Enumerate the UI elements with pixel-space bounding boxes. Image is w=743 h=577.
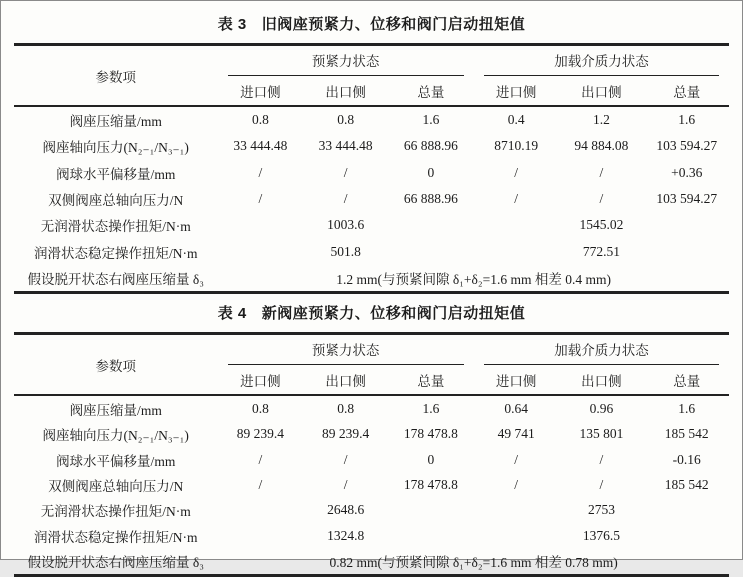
table-row	[14, 106, 730, 133]
table-row	[14, 523, 730, 548]
cell-value: 135 801	[579, 426, 624, 442]
table-row	[14, 498, 730, 523]
col-header-outlet-2: 出口侧	[559, 76, 644, 106]
cell-value-span: 1003.6	[327, 217, 365, 233]
cell-value: 0	[427, 164, 435, 180]
cell-value: /	[514, 164, 519, 180]
row-label: 双侧阀座总轴向压力/N	[48, 478, 184, 494]
col-header-outlet-1: 出口侧	[303, 365, 388, 395]
cell-value: 103 594.27	[656, 138, 718, 154]
cell-value: 185 542	[664, 426, 709, 442]
table-row	[14, 160, 730, 186]
col-header-inlet-1: 进口侧	[218, 76, 303, 106]
cell-value: /	[258, 164, 263, 180]
row-label: 阀座轴向压力(N₂₋₁/N₃₋₁)	[42, 428, 189, 444]
row-label: 阀座压缩量/mm	[69, 114, 162, 130]
col-header-total-2: 总量	[644, 76, 729, 106]
cell-value: /	[514, 476, 519, 492]
cell-value: 1.6	[422, 400, 440, 416]
row-label: 无润滑状态操作扭矩/N·m	[40, 504, 191, 520]
param-header: 参数项	[14, 334, 218, 396]
cell-value: 49 741	[497, 426, 535, 442]
col-header-outlet-2: 出口侧	[559, 365, 644, 395]
cell-value: 94 884.08	[574, 138, 629, 154]
table-row	[14, 447, 730, 472]
cell-value: /	[343, 164, 348, 180]
table4-caption: 新阀座预紧力、位移和阀门启动扭矩值	[261, 305, 526, 323]
table3-number: 表 3	[217, 16, 247, 33]
cell-value: /	[258, 476, 263, 492]
row-label: 假设脱开状态右阀座压缩量 δ₃	[27, 555, 204, 571]
row-label: 阀座轴向压力(N₂₋₁/N₃₋₁)	[42, 140, 189, 156]
cell-value: 178 478.8	[403, 476, 458, 492]
col-header-total-1: 总量	[388, 76, 473, 106]
cell-value: /	[343, 451, 348, 467]
cell-value: /	[514, 191, 519, 207]
cell-value: /	[599, 164, 604, 180]
row-label: 阀座压缩量/mm	[69, 402, 162, 418]
table3-group-header-row	[14, 45, 730, 77]
medium-force-group-header: 加载介质力状态	[474, 334, 730, 366]
cell-value: +0.36	[671, 164, 703, 180]
table4-title	[10, 294, 733, 332]
table-row	[14, 395, 730, 421]
cell-value: 0.4	[507, 112, 525, 128]
cell-value: /	[599, 191, 604, 207]
cell-value: 103 594.27	[656, 191, 718, 207]
table4-number: 表 4	[217, 305, 247, 323]
col-header-inlet-2: 进口侧	[474, 365, 559, 395]
col-header-total-1: 总量	[388, 365, 473, 395]
cell-value: 1.6	[678, 112, 696, 128]
preload-group-header: 预紧力状态	[218, 45, 474, 77]
cell-value: 0.8	[251, 112, 269, 128]
col-header-outlet-1: 出口侧	[303, 76, 388, 106]
cell-value: /	[343, 191, 348, 207]
col-header-inlet-1: 进口侧	[218, 365, 303, 395]
row-label: 假设脱开状态右阀座压缩量 δ₃	[27, 271, 204, 287]
cell-value: 0.8	[337, 112, 355, 128]
table-row	[14, 186, 730, 212]
cell-value: /	[599, 451, 604, 467]
cell-value: 0	[427, 451, 435, 467]
cell-value: 0.96	[589, 400, 614, 416]
cell-value: /	[514, 451, 519, 467]
cell-value: 0.8	[337, 400, 355, 416]
cell-value: /	[258, 191, 263, 207]
cell-value: 1.2	[592, 112, 610, 128]
table-row	[14, 212, 730, 238]
cell-value: 8710.19	[494, 138, 539, 154]
cell-value: /	[343, 476, 348, 492]
table-row	[14, 238, 730, 264]
row-label: 润滑状态稳定操作扭矩/N·m	[33, 245, 198, 261]
cell-value-full: 1.2 mm(与预紧间隙 δ₁+δ₂=1.6 mm 相差 0.4 mm)	[336, 271, 611, 287]
cell-value: 0.8	[251, 400, 269, 416]
preload-group-header: 预紧力状态	[218, 334, 474, 366]
cell-value: 89 239.4	[322, 426, 370, 442]
table4	[14, 332, 730, 577]
cell-value: 66 888.96	[403, 191, 458, 207]
medium-force-group-header: 加载介质力状态	[474, 45, 730, 77]
row-label: 无润滑状态操作扭矩/N·m	[40, 219, 191, 235]
table3-title	[10, 5, 733, 43]
table-row	[14, 133, 730, 159]
cell-value: 0.64	[504, 400, 528, 416]
cell-value: 185 542	[664, 476, 709, 492]
table3	[14, 43, 730, 294]
cell-value: -0.16	[672, 451, 701, 467]
row-label: 阀球水平偏移量/mm	[56, 166, 176, 182]
cell-value: 89 239.4	[236, 426, 285, 442]
cell-value: 178 478.8	[403, 426, 458, 442]
cell-value: 33 444.48	[318, 138, 373, 154]
cell-value: 33 444.48	[233, 138, 288, 154]
cell-value-span: 501.8	[330, 243, 361, 259]
cell-value-span: 2753	[587, 502, 615, 518]
param-header: 参数项	[14, 45, 218, 107]
cell-value: 1.6	[422, 112, 440, 128]
cell-value: 66 888.96	[403, 138, 458, 154]
cell-value-span: 1376.5	[582, 527, 621, 543]
table-row	[14, 421, 730, 446]
cell-value: /	[258, 451, 263, 467]
cell-value: 1.6	[678, 400, 696, 416]
cell-value-full: 0.82 mm(与预紧间隙 δ₁+δ₂=1.6 mm 相差 0.78 mm)	[329, 555, 618, 571]
row-label: 润滑状态稳定操作扭矩/N·m	[33, 529, 198, 545]
cell-value-span: 1324.8	[327, 527, 365, 543]
row-label: 双侧阀座总轴向压力/N	[48, 193, 184, 209]
col-header-total-2: 总量	[644, 365, 729, 395]
table3-caption: 旧阀座预紧力、位移和阀门启动扭矩值	[261, 16, 526, 33]
table-row	[14, 548, 730, 575]
table4-group-header-row	[14, 334, 730, 366]
table-row	[14, 472, 730, 497]
row-label: 阀球水平偏移量/mm	[56, 453, 176, 469]
cell-value-span: 772.51	[582, 243, 621, 259]
cell-value: /	[599, 476, 604, 492]
cell-value-span: 2648.6	[327, 502, 365, 518]
col-header-inlet-2: 进口侧	[474, 76, 559, 106]
table-row	[14, 265, 730, 293]
cell-value-span: 1545.02	[579, 217, 624, 233]
